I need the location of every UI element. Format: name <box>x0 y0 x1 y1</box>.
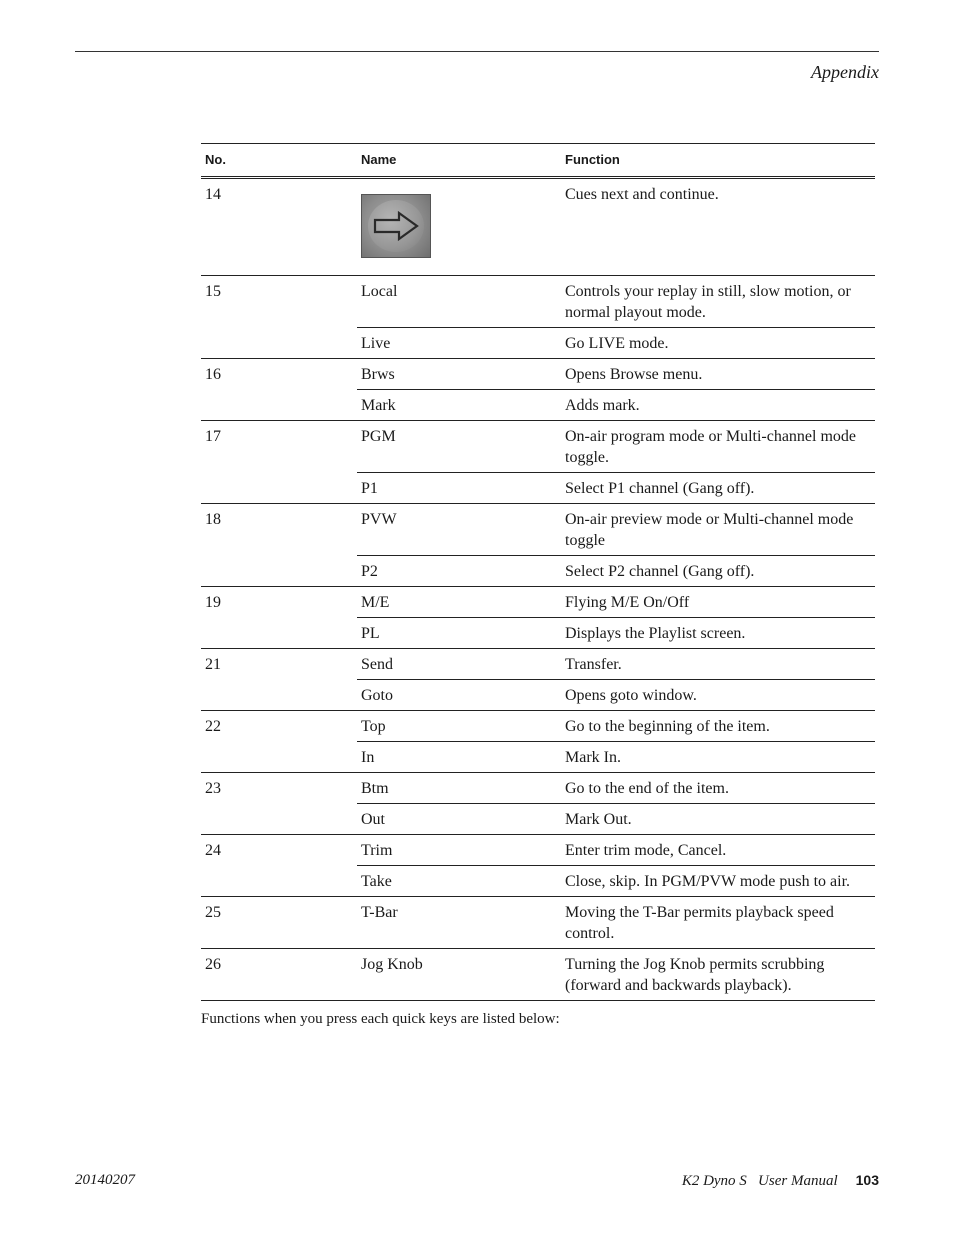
row-number: 14 <box>201 178 357 276</box>
row-key-image <box>357 178 561 276</box>
row-name: PGM <box>357 421 561 473</box>
row-name: Mark <box>357 390 561 421</box>
row-name: T-Bar <box>357 897 561 949</box>
row-function: Moving the T-Bar permits playback speed control. <box>561 897 875 949</box>
row-function: On-air program mode or Multi-channel mode toggle. <box>561 421 875 473</box>
table-row <box>201 949 875 1001</box>
column-header-no: No. <box>201 144 357 178</box>
table-row <box>201 897 875 949</box>
row-name: Out <box>357 804 561 835</box>
column-header-function: Function <box>561 144 875 178</box>
row-function: Opens Browse menu. <box>561 359 875 390</box>
row-name: PL <box>357 618 561 649</box>
row-function: Go LIVE mode. <box>561 328 875 359</box>
row-function: Cues next and continue. <box>561 178 875 276</box>
row-number: 22 <box>201 711 357 773</box>
row-number: 23 <box>201 773 357 835</box>
column-header-name: Name <box>357 144 561 178</box>
row-name: Local <box>357 276 561 328</box>
right-arrow-key-icon <box>361 194 431 258</box>
row-number: 19 <box>201 587 357 649</box>
footer-manual-title: K2 Dyno S User Manual <box>681 1173 838 1189</box>
row-name: M/E <box>357 587 561 618</box>
row-function: Close, skip. In PGM/PVW mode push to air. <box>561 866 875 897</box>
table-row <box>201 504 875 556</box>
row-name: PVW <box>357 504 561 556</box>
row-number: 17 <box>201 421 357 504</box>
row-name: P2 <box>357 556 561 587</box>
row-number: 26 <box>201 949 357 1001</box>
table-row <box>201 178 875 276</box>
table-row <box>201 359 875 390</box>
row-name: Top <box>357 711 561 742</box>
row-number: 15 <box>201 276 357 359</box>
row-name: Send <box>357 649 561 680</box>
row-number: 18 <box>201 504 357 587</box>
row-function: On-air preview mode or Multi-channel mode toggle <box>561 504 875 556</box>
row-function: Turning the Jog Knob permits scrubbing (forward and backwards playback). <box>561 949 875 1001</box>
row-name: P1 <box>357 473 561 504</box>
table-row <box>201 835 875 866</box>
row-function: Flying M/E On/Off <box>561 587 875 618</box>
table-row <box>201 421 875 473</box>
row-function: Select P2 channel (Gang off). <box>561 556 875 587</box>
row-function: Opens goto window. <box>561 680 875 711</box>
quick-keys-table <box>201 143 875 1001</box>
section-title: Appendix <box>811 62 879 82</box>
header-rule <box>75 51 879 52</box>
row-function: Select P1 channel (Gang off). <box>561 473 875 504</box>
row-number: 24 <box>201 835 357 897</box>
table-row <box>201 587 875 618</box>
row-function: Mark Out. <box>561 804 875 835</box>
row-function: Displays the Playlist screen. <box>561 618 875 649</box>
row-number: 25 <box>201 897 357 949</box>
row-name: Live <box>357 328 561 359</box>
table-row <box>201 711 875 742</box>
row-name: In <box>357 742 561 773</box>
row-name: Trim <box>357 835 561 866</box>
row-function: Transfer. <box>561 649 875 680</box>
footer-date: 20140207 <box>75 1172 135 1188</box>
row-function: Enter trim mode, Cancel. <box>561 835 875 866</box>
row-name: Goto <box>357 680 561 711</box>
row-name: Jog Knob <box>357 949 561 1001</box>
row-function: Go to the end of the item. <box>561 773 875 804</box>
row-function: Mark In. <box>561 742 875 773</box>
row-name: Brws <box>357 359 561 390</box>
row-name: Take <box>357 866 561 897</box>
row-function: Go to the beginning of the item. <box>561 711 875 742</box>
table-footnote: Functions when you press each quick keys are listed below: <box>201 1011 560 1027</box>
table-row <box>201 276 875 328</box>
row-number: 21 <box>201 649 357 711</box>
page-number: 103 <box>855 1172 879 1188</box>
row-number: 16 <box>201 359 357 421</box>
table-row <box>201 649 875 680</box>
table-header-row <box>201 144 875 178</box>
row-name: Btm <box>357 773 561 804</box>
row-function: Adds mark. <box>561 390 875 421</box>
footer-manual-info <box>682 1172 879 1190</box>
row-function: Controls your replay in still, slow motion, or normal playout mode. <box>561 276 875 328</box>
table-row <box>201 773 875 804</box>
